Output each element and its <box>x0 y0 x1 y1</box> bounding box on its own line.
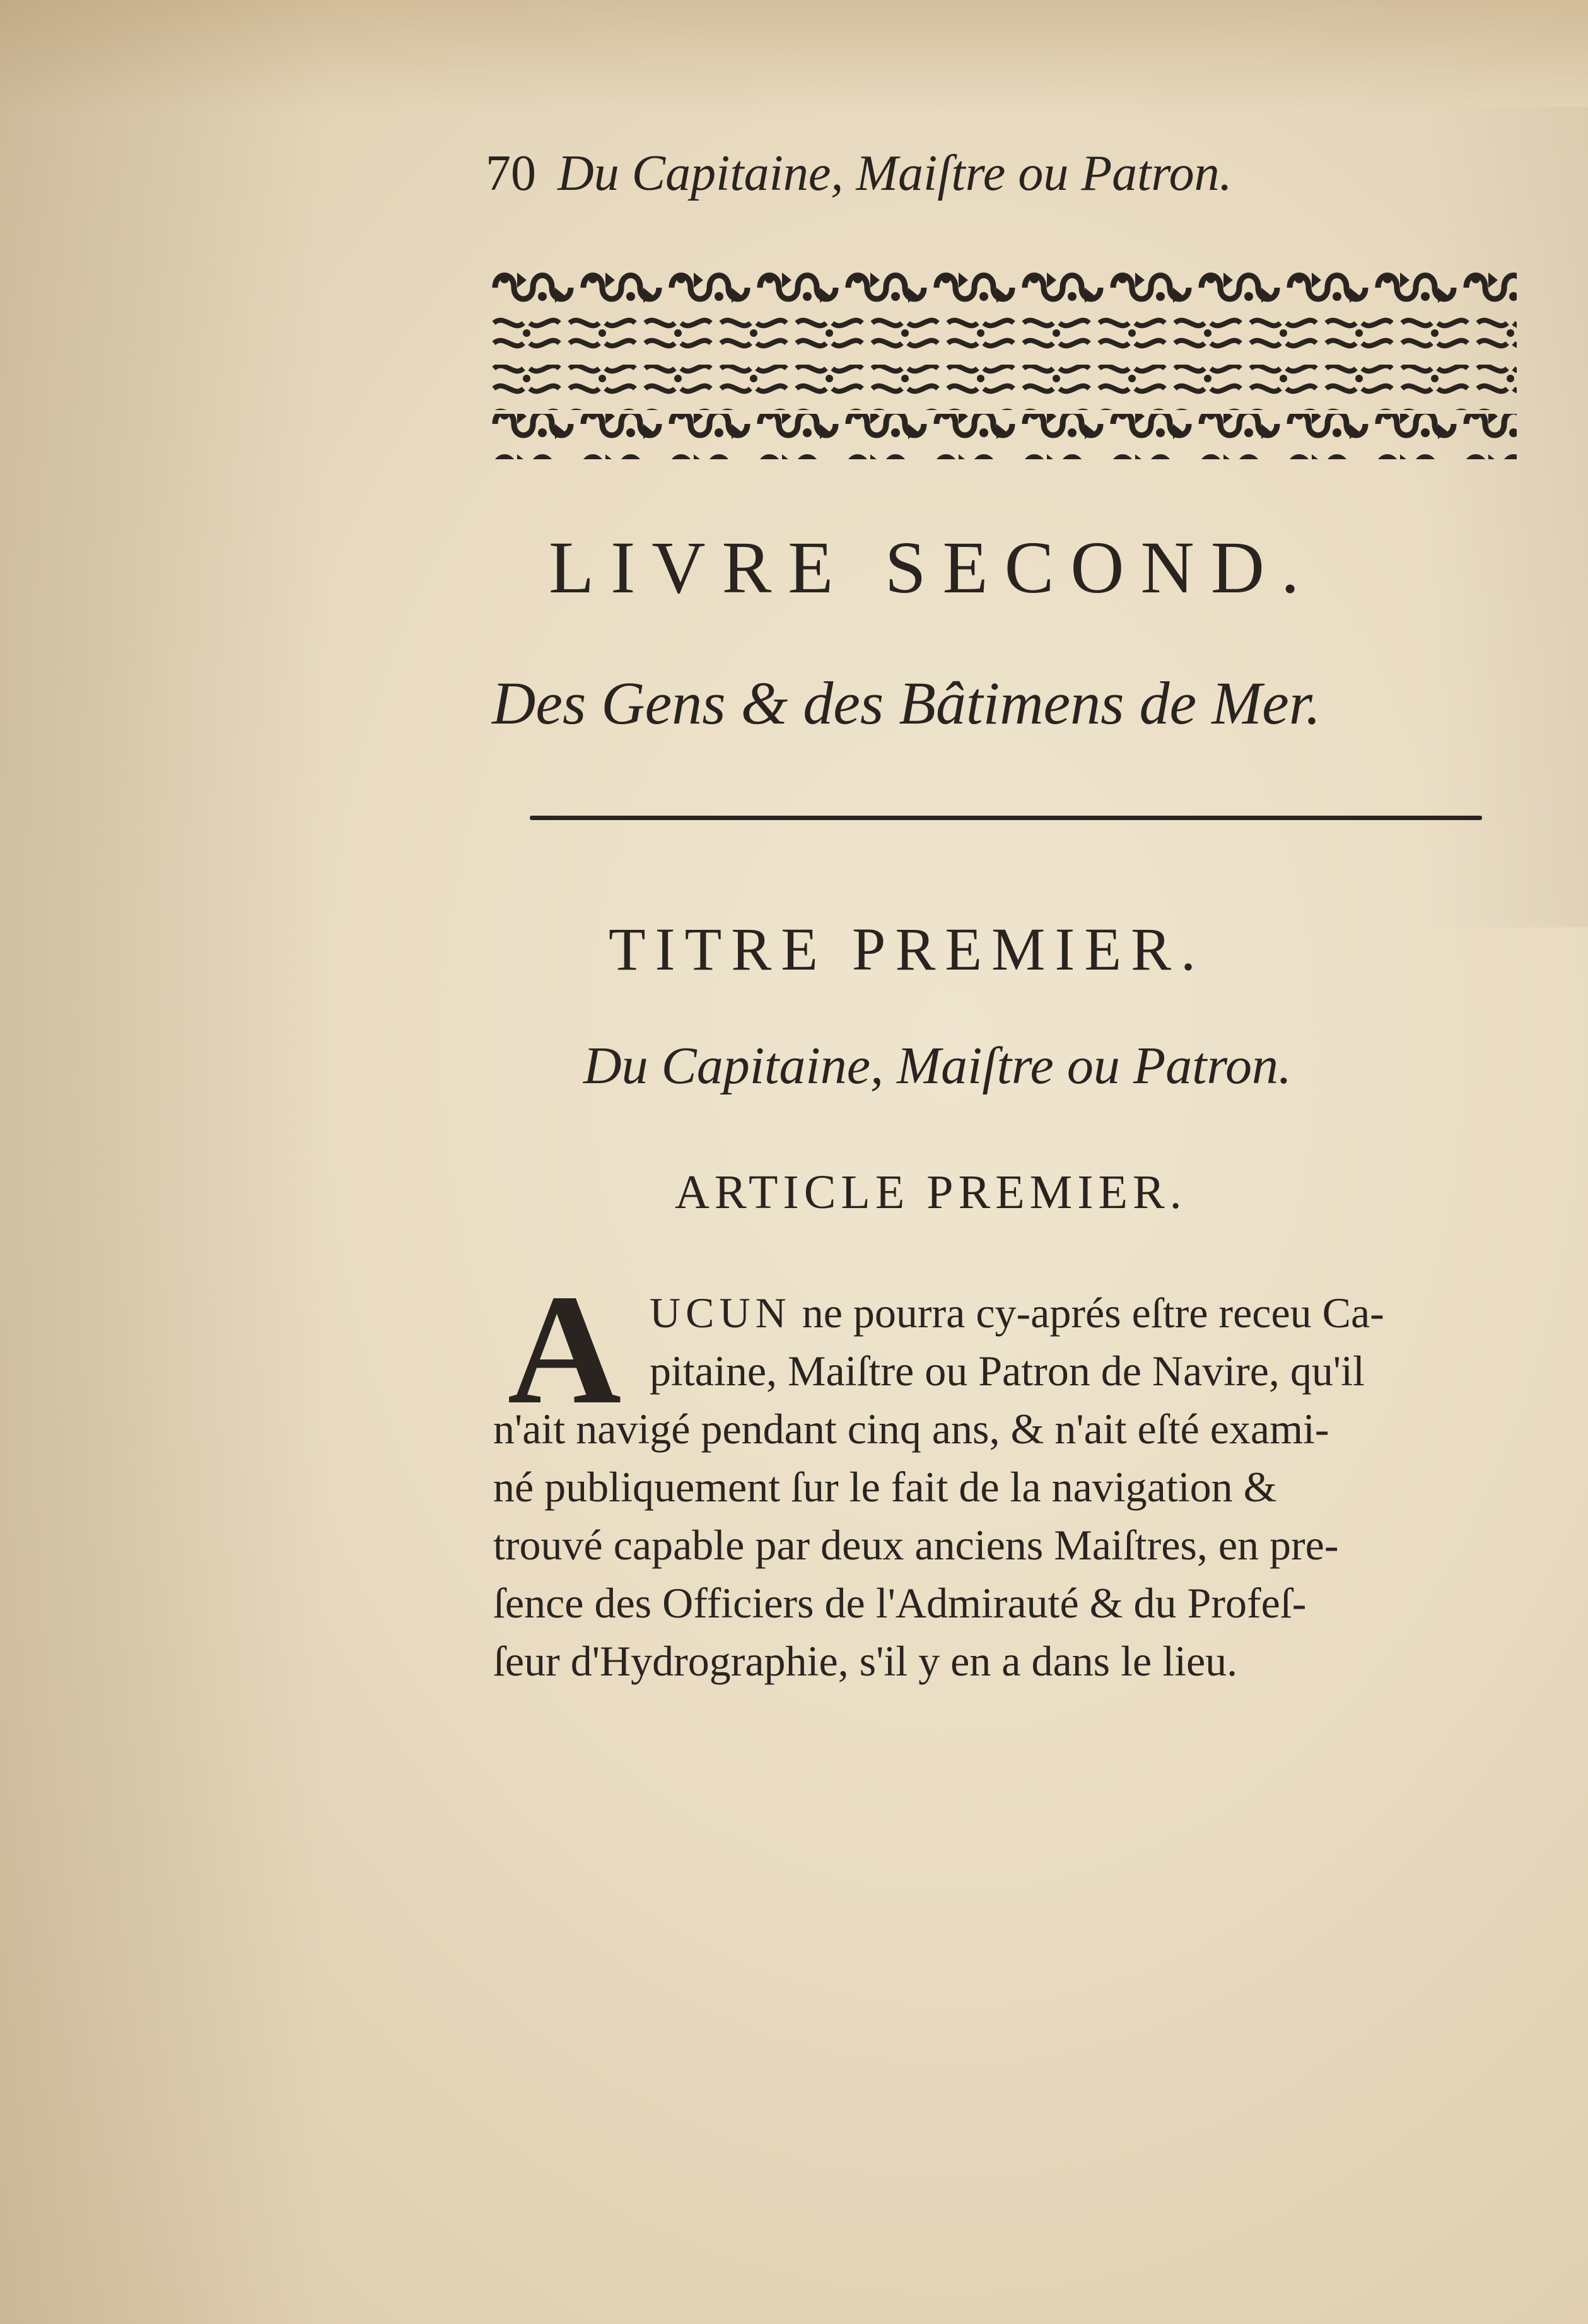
article-line-5: trouvé capable par deux anciens Maiſtres, en pre- <box>493 1521 1339 1569</box>
article-line-6: ſence des Officiers de l'Admirauté & du Profeſ- <box>493 1579 1307 1627</box>
running-head-title: Du Capitaine, Maiſtre ou Patron. <box>558 146 1232 201</box>
article-line-4: né publiquement ſur le fait de la navigation & <box>493 1463 1277 1511</box>
ornamental-headpiece <box>489 265 1517 461</box>
article-heading: ARTICLE PREMIER. <box>675 1166 1187 1219</box>
article-line-1-text: ne pourra cy-aprés eſtre receu Ca- <box>791 1289 1384 1337</box>
book-subtitle: Des Gens & des Bâtimens de Mer. <box>492 669 1321 737</box>
drop-cap-initial: A <box>507 1262 622 1437</box>
article-line-1 <box>650 1284 1384 1342</box>
titre-heading: TITRE PREMIER. <box>609 915 1205 983</box>
show-through-bleed <box>1424 107 1588 927</box>
page-gutter-shadow <box>0 0 328 2324</box>
top-edge-stain <box>0 0 1588 114</box>
book-title: LIVRE SECOND. <box>549 526 1316 609</box>
article-first-word: UCUN <box>650 1289 791 1337</box>
page-number: 70 <box>486 146 536 201</box>
titre-subheading: Du Capitaine, Maiſtre ou Patron. <box>583 1036 1292 1095</box>
running-head <box>486 142 1432 205</box>
horizontal-rule <box>530 816 1482 820</box>
article-line-2: pitaine, Maiſtre ou Patron de Navire, qu'il <box>650 1347 1365 1395</box>
article-line-3: n'ait navigé pendant cinq ans, & n'ait eſté exami- <box>493 1405 1329 1453</box>
article-line-7: ſeur d'Hydrographie, s'il y en a dans le lieu. <box>493 1637 1238 1685</box>
